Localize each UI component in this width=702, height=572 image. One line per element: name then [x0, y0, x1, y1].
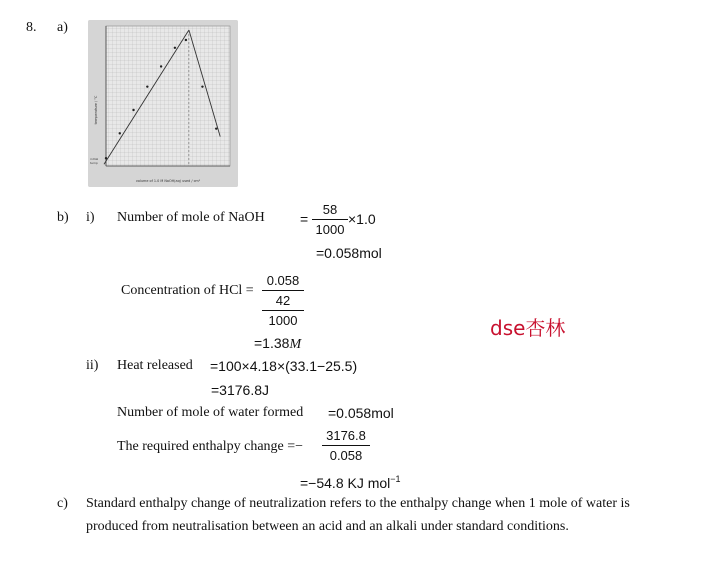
graph-data-point — [160, 65, 162, 67]
moles-eq-sign: = — [300, 211, 309, 227]
graph-data-point — [185, 39, 187, 41]
fraction-concentration — [262, 273, 304, 328]
graph-data-point — [119, 132, 121, 134]
fraction-inner-numerator: 42 — [262, 290, 304, 310]
fraction-58-over-1000 — [312, 202, 348, 237]
water-moles-label: Number of mole of water formed — [117, 405, 304, 420]
graph-data-point — [146, 85, 148, 87]
enthalpy-result — [300, 474, 401, 491]
fraction-denominator: 0.058 — [322, 445, 370, 463]
fraction-enthalpy — [322, 428, 370, 463]
part-c-line-2: produced from neutralisation between an acid and an alkali under standard conditions. — [86, 519, 569, 534]
fraction-numerator: 3176.8 — [326, 428, 366, 443]
question-number: 8. — [26, 20, 37, 35]
fraction-numerator: 58 — [322, 202, 338, 217]
concentration-label: Concentration of HCl = — [121, 283, 254, 298]
graph-data-point — [132, 109, 134, 111]
graph-data-point — [105, 157, 107, 159]
heat-released-label: Heat released — [117, 358, 193, 373]
concentration-value: =1.38 — [254, 335, 290, 351]
concentration-unit: M — [289, 337, 302, 352]
part-c-line-1: Standard enthalpy change of neutralization refers to the enthalpy change when 1 mole of water is — [86, 496, 630, 511]
svg-text:initial: initial — [90, 157, 99, 161]
fraction-inner-denominator: 1000 — [262, 310, 304, 328]
part-a-label: a) — [57, 20, 68, 35]
graph-data-point — [215, 127, 217, 129]
part-b-ii-label: ii) — [86, 358, 99, 373]
graph-data-point — [201, 85, 203, 87]
enthalpy-label: The required enthalpy change =− — [117, 439, 304, 454]
graph-y-label: temperature / °C — [94, 95, 98, 125]
moles-naoh-label: Number of mole of NaOH — [117, 210, 265, 225]
moles-times: ×1.0 — [348, 211, 376, 227]
part-b-label: b) — [57, 210, 69, 225]
fraction-denominator: 1000 — [312, 219, 348, 237]
part-b-i-label: i) — [86, 210, 95, 225]
graph-photo — [88, 20, 238, 187]
graph-chart — [88, 20, 238, 187]
concentration-result — [254, 335, 301, 353]
fraction-numerator: 0.058 — [266, 273, 300, 288]
svg-text:temp: temp — [90, 161, 98, 165]
water-moles-result: =0.058mol — [328, 405, 394, 421]
graph-data-point — [174, 47, 176, 49]
heat-result: =3176.8J — [211, 382, 269, 398]
enthalpy-exponent: −1 — [390, 474, 401, 484]
watermark-text: dse杏林 — [490, 316, 566, 340]
graph-x-label: volume of 1.0 M NaOH(aq) used / cm³ — [135, 179, 201, 183]
part-c-label: c) — [57, 496, 68, 511]
moles-result: =0.058mol — [316, 245, 382, 261]
heat-expression: =100×4.18×(33.1−25.5) — [210, 358, 358, 374]
enthalpy-value: =−54.8 KJ mol — [300, 475, 391, 491]
